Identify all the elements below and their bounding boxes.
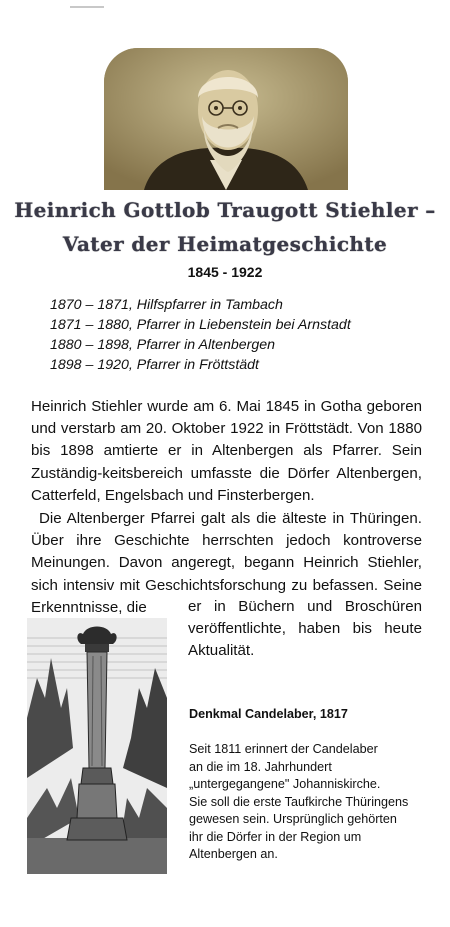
title-line-1: Heinrich Gottlob Traugott Stiehler – [14, 198, 436, 222]
timeline-item: 1880 – 1898, Pfarrer in Altenbergen [50, 337, 276, 353]
career-timeline [50, 295, 351, 375]
caption-line: Seit 1811 erinnert der Candelaber [189, 742, 378, 756]
timeline-item: 1870 – 1871, Hilfspfarrer in Tambach [50, 297, 283, 313]
monument-caption [189, 741, 408, 864]
caption-line: gewesen sein. Ursprünglich gehörten [189, 812, 397, 826]
scan-mark [70, 6, 104, 8]
caption-line: Sie soll die erste Taufkirche Thüringens [189, 794, 409, 809]
caption-line: an die im 18. Jahrhundert [189, 759, 332, 774]
portrait-image [104, 48, 348, 190]
caption-line: „untergegangene" Johanniskirche. [189, 777, 381, 791]
engraving-drawing [27, 618, 167, 874]
monument-engraving-image [27, 618, 167, 874]
monument-caption-title: Denkmal Candelaber, 1817 [189, 707, 348, 721]
portrait-drawing [104, 48, 348, 190]
caption-line: ihr die Dörfer in der Region um [189, 829, 362, 844]
history-paragraph: Die Altenberger Pfarrei galt als die älteste in Thüringen. Über ihre Geschichte herrschten jedoch kontroverse Meinungen. Davon angeregt, begann Heinrich Stiehler, sich intensiv mit Geschichtsforschung zu befassen. Seine Erkenntnisse, die [31, 510, 422, 616]
history-paragraph-continued: er in Büchern und Broschüren veröffentlichte, haben bis heute Aktualität. [188, 598, 422, 660]
timeline-item: 1898 – 1920, Pfarrer in Fröttstädt [50, 357, 259, 373]
caption-line: Altenbergen an. [189, 847, 278, 861]
timeline-item: 1871 – 1880, Pfarrer in Liebenstein bei Arnstadt [50, 317, 351, 333]
biography-paragraph: Heinrich Stiehler wurde am 6. Mai 1845 in Gotha geboren und verstarb am 20. Oktober 1922 in Fröttstädt. Von 1880 bis 1898 amtierte er in Altenbergen als Pfarrer. Sein Zuständig-keitsbereich umfasste die Dörfer Altenbergen, Catterfeld, Engelsbach und Finsterbergen. [31, 398, 422, 504]
title-line-2: Vater der Heimatgeschichte [62, 232, 388, 256]
life-years: 1845 - 1922 [187, 264, 263, 280]
